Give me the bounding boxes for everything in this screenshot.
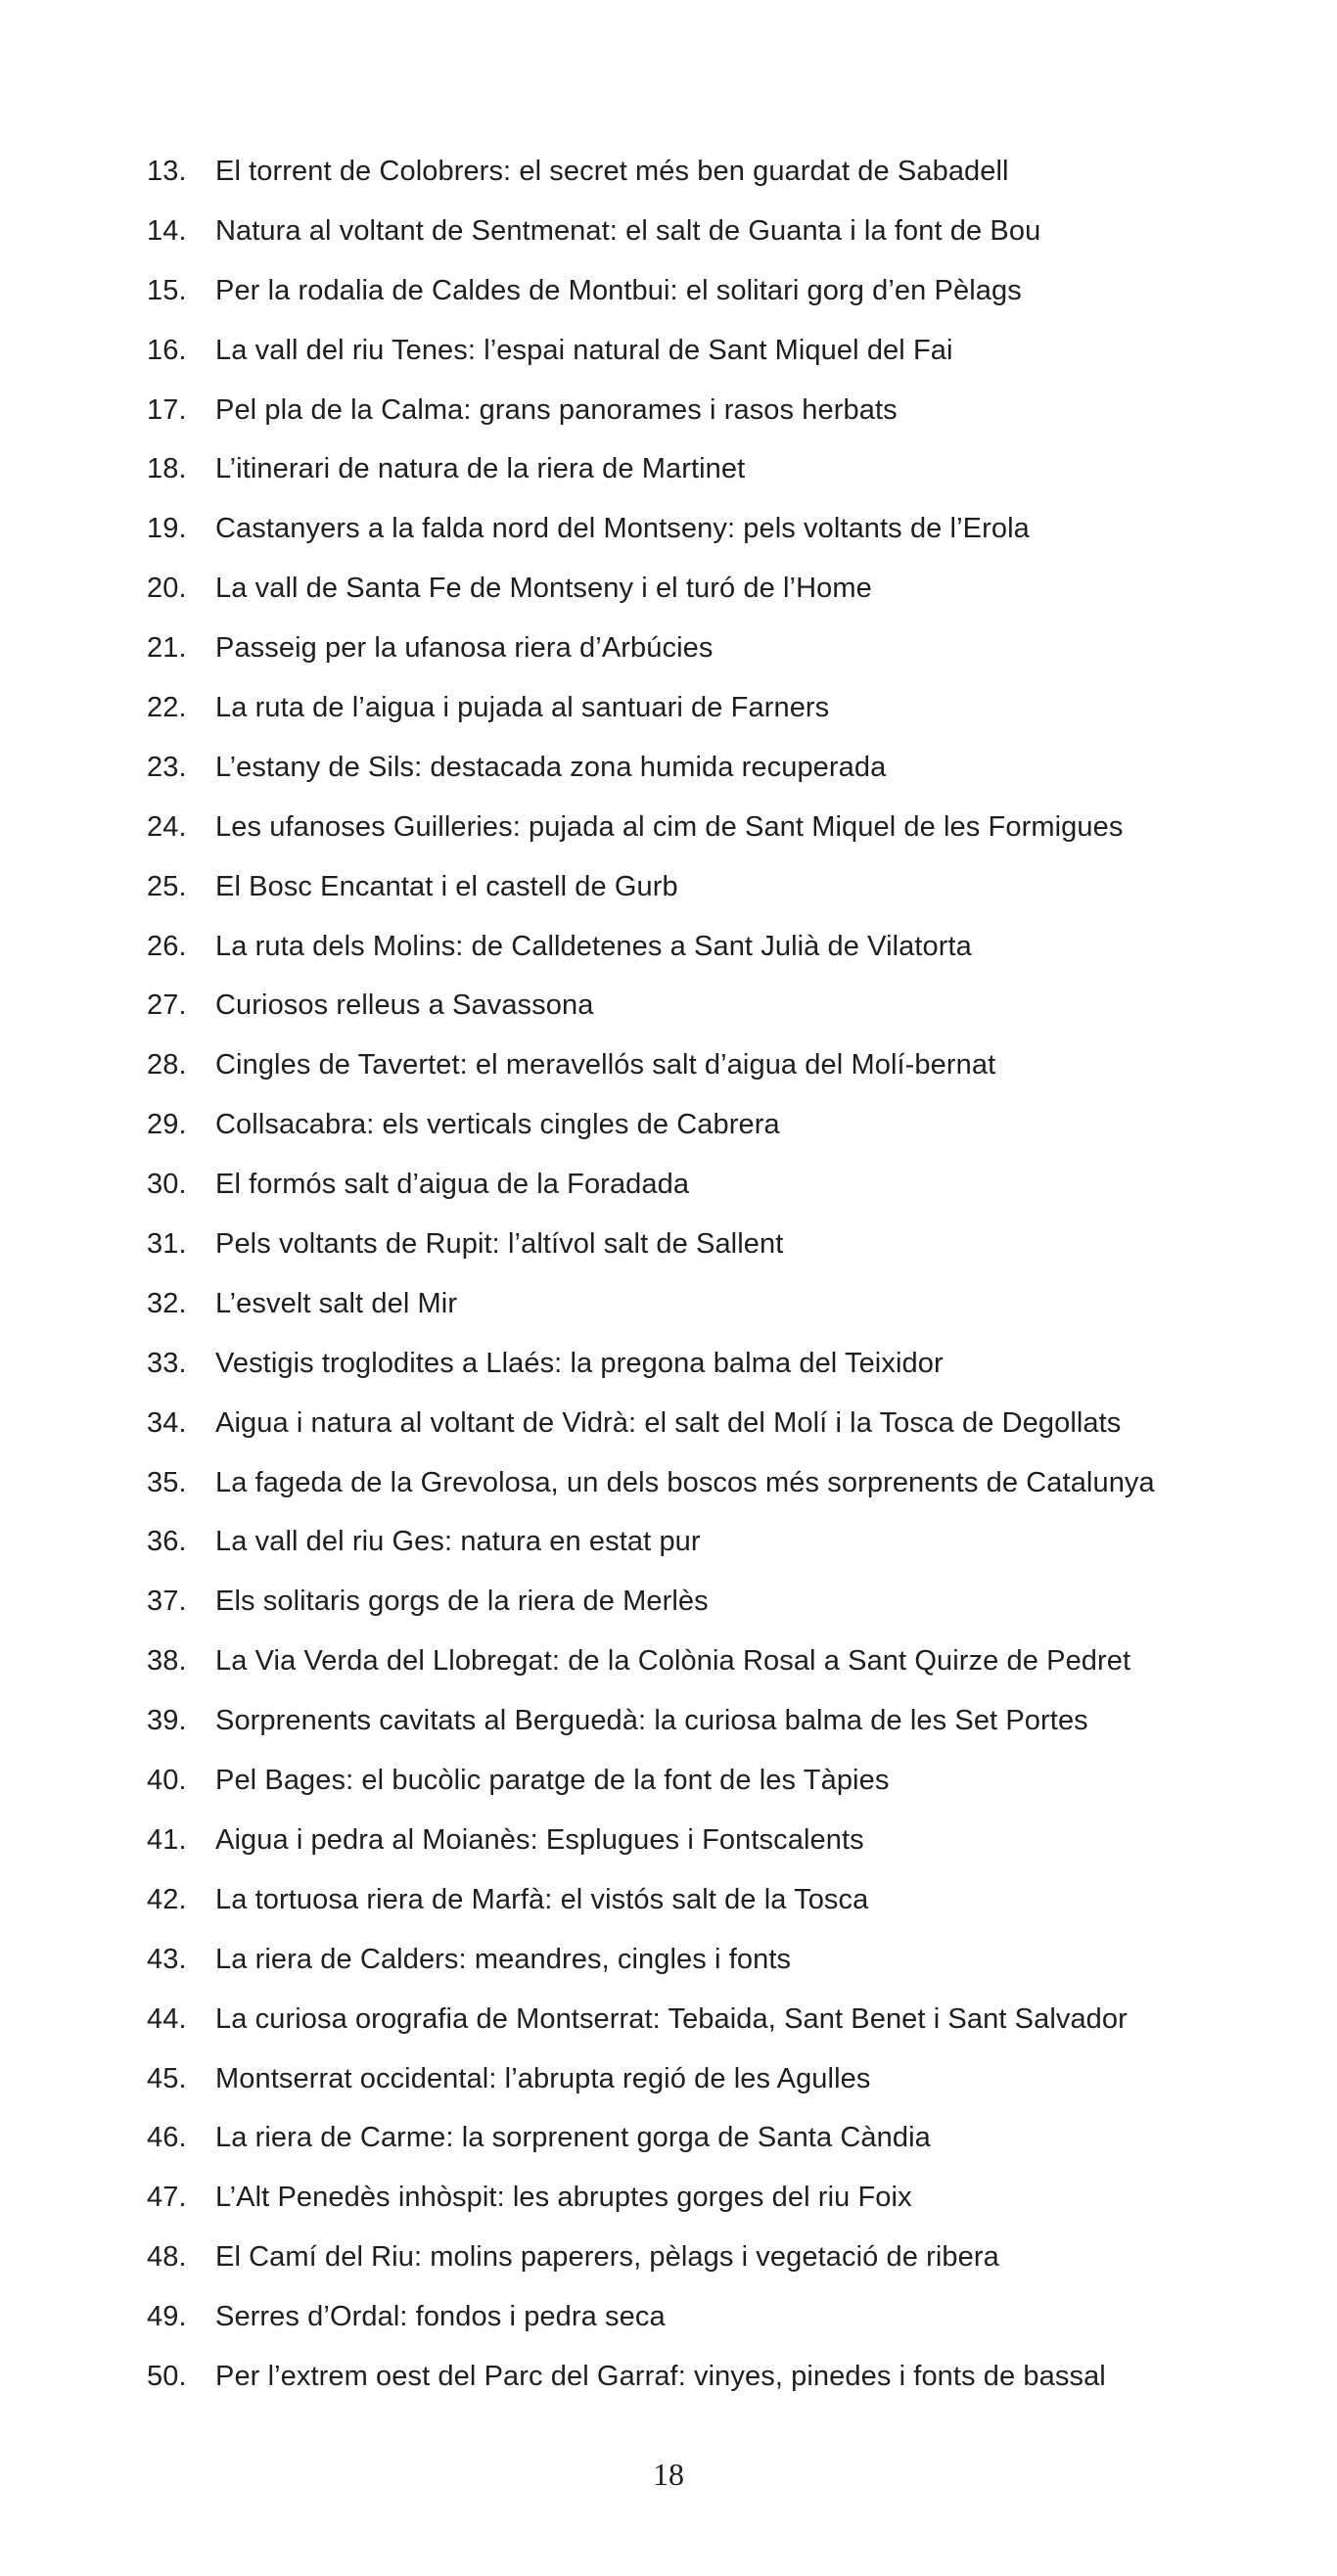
toc-item-number: 48.	[147, 2241, 187, 2274]
toc-item-number: 21.	[147, 632, 187, 665]
toc-item-title: Curiosos relleus a Savassona	[215, 989, 594, 1022]
toc-item-number: 30.	[147, 1169, 187, 1201]
toc-item	[147, 1155, 1272, 1215]
toc-item-number: 27.	[147, 989, 187, 1022]
toc-item-title: La riera de Calders: meandres, cingles i fonts	[215, 1943, 792, 1975]
toc-item-title: La vall del riu Tenes: l’espai natural de Sant Miquel del Fai	[215, 334, 953, 366]
toc-item	[147, 142, 1272, 202]
toc-item-number: 45.	[147, 2062, 187, 2094]
toc-item	[147, 1512, 1272, 1572]
toc-item-number: 49.	[147, 2301, 187, 2333]
toc-item-title: El Bosc Encantat i el castell de Gurb	[215, 870, 678, 902]
toc-item-title: El formós salt d’aigua de la Foradada	[215, 1169, 690, 1201]
toc-item-number: 47.	[147, 2182, 187, 2214]
toc-item-number: 32.	[147, 1287, 187, 1319]
toc-item	[147, 2347, 1272, 2407]
toc-item-number: 33.	[147, 1347, 187, 1379]
toc-item-title: Cingles de Tavertet: el meravellós salt d’aigua del Molí-bernat	[215, 1049, 996, 1081]
toc-item-title: Aigua i pedra al Moianès: Esplugues i Fontscalents	[215, 1823, 864, 1856]
toc-item	[147, 976, 1272, 1035]
toc-item-title: El torrent de Colobrers: el secret més ben guardat de Sabadell	[215, 156, 1009, 187]
toc-item-number: 36.	[147, 1526, 187, 1558]
toc-item-number: 19.	[147, 513, 187, 545]
toc-item-number: 24.	[147, 810, 187, 843]
toc-item	[147, 1811, 1272, 1870]
toc-item-title: La vall del riu Ges: natura en estat pur	[215, 1526, 701, 1558]
toc-item-title: La ruta dels Molins: de Calldetenes a Sant Julià de Vilatorta	[215, 930, 972, 962]
toc-item-title: Els solitaris gorgs de la riera de Merlès	[215, 1586, 709, 1618]
toc-item-number: 13.	[147, 156, 187, 187]
toc-item-number: 14.	[147, 214, 187, 247]
toc-item-number: 16.	[147, 334, 187, 366]
toc-item-title: Sorprenents cavitats al Berguedà: la curiosa balma de les Set Portes	[215, 1705, 1088, 1737]
toc-item-title: Les ufanoses Guilleries: pujada al cim de Sant Miquel de les Formigues	[215, 810, 1124, 843]
toc-item	[147, 202, 1272, 261]
toc-item	[147, 2108, 1272, 2168]
toc-item-number: 43.	[147, 1943, 187, 1975]
toc-item-number: 39.	[147, 1705, 187, 1737]
toc-item-title: Montserrat occidental: l’abrupta regió de les Agulles	[215, 2062, 871, 2094]
toc-item-number: 31.	[147, 1228, 187, 1261]
toc-item-title: La tortuosa riera de Marfà: el vistós salt de la Tosca	[215, 1883, 869, 1915]
toc-item	[147, 559, 1272, 619]
toc-item-title: Per la rodalia de Caldes de Montbui: el solitari gorg d’en Pèlags	[215, 274, 1022, 306]
toc-item-title: Pel Bages: el bucòlic paratge de la font de les Tàpies	[215, 1765, 890, 1797]
toc-item	[147, 2287, 1272, 2347]
toc-item-title: Pels voltants de Rupit: l’altívol salt de Sallent	[215, 1228, 784, 1261]
toc-item	[147, 1274, 1272, 1334]
toc-item	[147, 619, 1272, 678]
toc-item	[147, 738, 1272, 798]
toc-item-title: Vestigis troglodites a Llaés: la pregona balma del Teixidor	[215, 1347, 944, 1379]
toc-item-number: 26.	[147, 930, 187, 962]
toc-item	[147, 1453, 1272, 1513]
toc-item	[147, 321, 1272, 381]
toc-item-number: 29.	[147, 1109, 187, 1141]
toc-item-title: Collsacabra: els verticals cingles de Cabrera	[215, 1109, 780, 1141]
toc-item	[147, 1095, 1272, 1155]
toc-item-title: L’itinerari de natura de la riera de Martinet	[215, 453, 746, 485]
toc-item	[147, 1035, 1272, 1095]
toc-item-title: Castanyers a la falda nord del Montseny: pels voltants de l’Erola	[215, 513, 1030, 545]
toc-item-title: Per l’extrem oest del Parc del Garraf: vinyes, pinedes i fonts de bassal	[215, 2360, 1106, 2392]
toc-item	[147, 1751, 1272, 1811]
toc-item-title: La ruta de l’aigua i pujada al santuari de Farners	[215, 692, 830, 724]
toc-item	[147, 1990, 1272, 2049]
toc-item-number: 46.	[147, 2122, 187, 2154]
toc-item-title: L’estany de Sils: destacada zona humida recuperada	[215, 751, 887, 783]
toc-item-title: La riera de Carme: la sorprenent gorga de Santa Càndia	[215, 2122, 931, 2154]
toc-item-number: 44.	[147, 2002, 187, 2035]
toc-item	[147, 917, 1272, 977]
toc-item	[147, 798, 1272, 857]
toc-item-number: 37.	[147, 1586, 187, 1618]
toc-item-number: 50.	[147, 2360, 187, 2392]
toc-item-number: 40.	[147, 1765, 187, 1797]
toc-item	[147, 1394, 1272, 1453]
toc-item	[147, 678, 1272, 738]
toc-item-number: 18.	[147, 453, 187, 485]
toc-item-title: La vall de Santa Fe de Montseny i el turó de l’Home	[215, 573, 872, 605]
toc-item	[147, 439, 1272, 499]
toc-item-title: Pel pla de la Calma: grans panorames i rasos herbats	[215, 393, 898, 426]
table-of-contents	[147, 142, 1272, 2407]
toc-item	[147, 1632, 1272, 1691]
toc-item	[147, 1215, 1272, 1274]
toc-item	[147, 1870, 1272, 1930]
toc-item-number: 28.	[147, 1049, 187, 1081]
toc-item	[147, 1930, 1272, 1990]
toc-item	[147, 1691, 1272, 1751]
toc-item-number: 23.	[147, 751, 187, 783]
toc-item-title: La fageda de la Grevolosa, un dels boscos més sorprenents de Catalunya	[215, 1466, 1155, 1498]
toc-item	[147, 857, 1272, 917]
toc-item	[147, 499, 1272, 559]
toc-item-number: 25.	[147, 870, 187, 902]
toc-item	[147, 2168, 1272, 2228]
toc-item	[147, 381, 1272, 440]
toc-item-title: Aigua i natura al voltant de Vidrà: el salt del Molí i la Tosca de Degollats	[215, 1406, 1122, 1439]
toc-item-number: 22.	[147, 692, 187, 724]
toc-item-title: L’Alt Penedès inhòspit: les abruptes gorges del riu Foix	[215, 2182, 912, 2214]
toc-item-number: 35.	[147, 1466, 187, 1498]
toc-item-number: 15.	[147, 274, 187, 306]
toc-item-title: La curiosa orografia de Montserrat: Tebaida, Sant Benet i Sant Salvador	[215, 2002, 1128, 2035]
toc-item	[147, 1572, 1272, 1632]
toc-item-number: 42.	[147, 1883, 187, 1915]
toc-item-number: 17.	[147, 393, 187, 426]
toc-item-number: 20.	[147, 573, 187, 605]
toc-item-number: 34.	[147, 1406, 187, 1439]
toc-item-title: Serres d’Ordal: fondos i pedra seca	[215, 2301, 666, 2333]
toc-item-title: L’esvelt salt del Mir	[215, 1287, 458, 1319]
page-number: 18	[653, 2457, 684, 2492]
toc-item-title: El Camí del Riu: molins paperers, pèlags i vegetació de ribera	[215, 2241, 999, 2274]
toc-item-title: Passeig per la ufanosa riera d’Arbúcies	[215, 632, 714, 665]
toc-item-title: La Via Verda del Llobregat: de la Colònia Rosal a Sant Quirze de Pedret	[215, 1645, 1131, 1678]
toc-item	[147, 2049, 1272, 2109]
toc-item-number: 41.	[147, 1823, 187, 1856]
toc-item	[147, 2228, 1272, 2287]
toc-item-title: Natura al voltant de Sentmenat: el salt de Guanta i la font de Bou	[215, 214, 1041, 247]
toc-item	[147, 1334, 1272, 1394]
toc-item-number: 38.	[147, 1645, 187, 1678]
toc-item	[147, 261, 1272, 321]
